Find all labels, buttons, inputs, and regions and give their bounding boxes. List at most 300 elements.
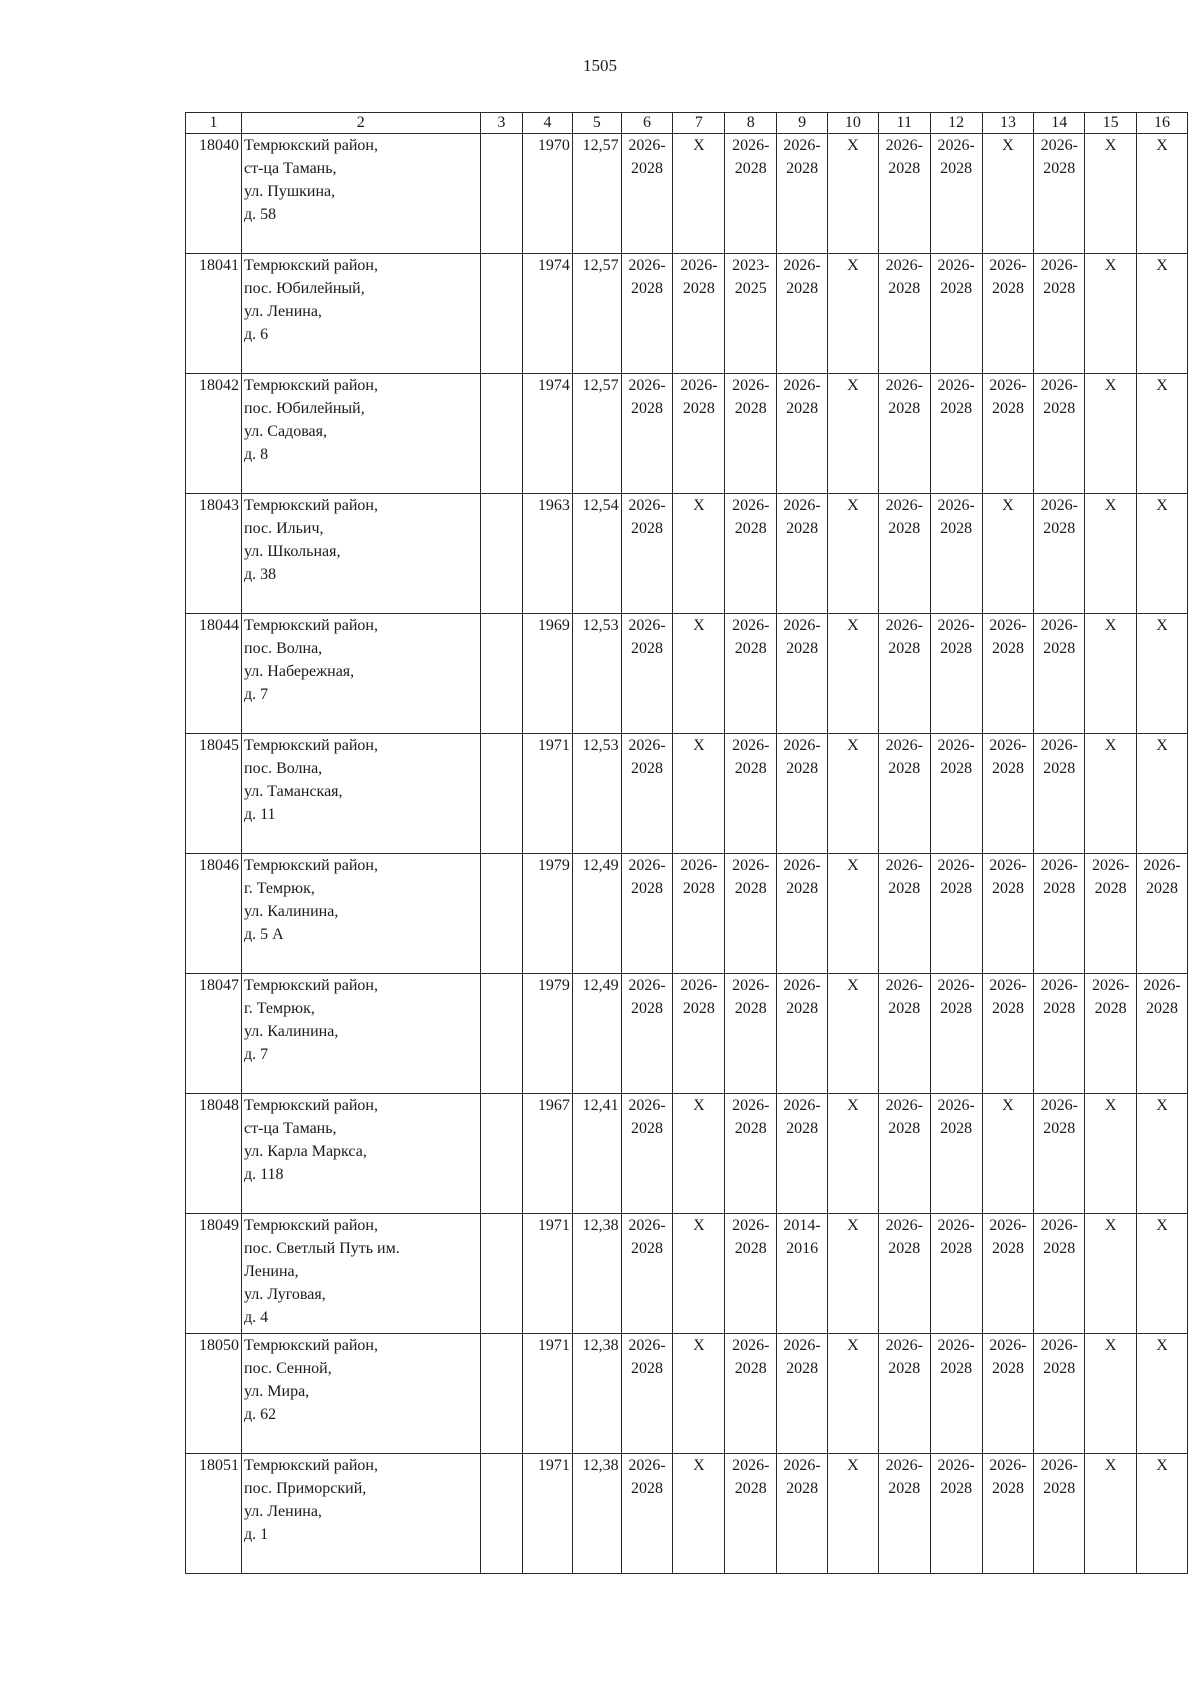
period-cell-col-8 [725,1094,777,1214]
year-cell: 1974 [523,374,573,494]
period-cell-col-14 [1034,1214,1085,1334]
period-value: 2026- [1040,137,1078,154]
period-cell-col-8 [725,854,777,974]
period-cell-col-13 [982,494,1034,614]
period-value: 2028 [734,520,767,537]
period-value: 2016 [786,1240,819,1257]
address-line: Темрюкский район, [244,617,378,634]
period-value: 2026- [628,1457,666,1474]
period-value: X [1156,497,1168,514]
address-line: Темрюкский район, [244,377,378,394]
period-value: X [1104,377,1117,394]
column-header-12: 12 [930,113,982,134]
period-value: 2026- [783,257,821,274]
period-value: 2026- [783,617,821,634]
period-value: 2026- [1143,857,1181,874]
address-line: Темрюкский район, [244,257,378,274]
period-value: 2028 [940,1480,973,1497]
period-value: X [693,1337,705,1354]
period-value: X [1104,1457,1117,1474]
period-value: 2026- [783,377,821,394]
period-value: 2026- [628,1217,666,1234]
address-line: д. 62 [244,1406,277,1423]
period-value: 2028 [940,1240,973,1257]
period-value: X [847,857,859,874]
period-cell-col-12 [930,1454,982,1574]
period-cell-col-10 [828,734,879,854]
period-value: 2026- [1040,737,1078,754]
period-value: 2026- [937,737,975,754]
period-value: 2028 [991,880,1024,897]
address-line: д. 11 [244,806,276,823]
period-value: 2026- [885,857,923,874]
period-value: 2014- [783,1217,821,1234]
period-value: 2026- [885,137,923,154]
period-value: 2028 [1043,400,1076,417]
period-value: X [847,737,859,754]
period-cell-col-12 [930,734,982,854]
year-cell: 1971 [523,1334,573,1454]
period-value: 2026- [989,857,1027,874]
period-value: 2028 [786,160,819,177]
period-value: 2026- [989,1457,1027,1474]
address-line: ул. Луговая, [244,1286,326,1303]
period-cell-col-6 [621,974,673,1094]
period-cell-col-6 [621,614,673,734]
period-value: 2028 [1146,880,1179,897]
period-cell-col-9 [777,854,828,974]
area-cell: 12,57 [572,134,621,254]
period-value: 2028 [734,1120,767,1137]
period-cell-col-11 [878,734,930,854]
period-cell-col-13 [982,734,1034,854]
column-header-3: 3 [480,113,523,134]
period-value: 2026- [1040,1337,1078,1354]
row-number: 18047 [186,974,242,1094]
column-3-cell [480,1094,523,1214]
period-cell-col-9 [777,134,828,254]
period-value: 2028 [991,640,1024,657]
period-value: X [1104,1097,1117,1114]
year-cell: 1971 [523,1214,573,1334]
period-cell-col-11 [878,1094,930,1214]
period-value: 2026- [989,617,1027,634]
period-value: 2026- [937,1457,975,1474]
period-cell-col-15 [1085,374,1137,494]
period-cell-col-12 [930,494,982,614]
period-value: 2026- [1091,857,1130,874]
period-value: 2028 [682,880,715,897]
period-cell-col-15 [1085,974,1137,1094]
area-cell: 12,53 [572,734,621,854]
period-value: 2026- [937,497,975,514]
period-cell-col-15 [1085,494,1137,614]
period-cell-col-6 [621,374,673,494]
period-cell-col-10 [828,1094,879,1214]
row-number: 18048 [186,1094,242,1214]
period-value: 2026- [989,377,1027,394]
year-cell: 1969 [523,614,573,734]
period-value: 2026- [783,737,821,754]
period-value: 2026- [937,1337,975,1354]
period-cell-col-7 [673,1454,725,1574]
period-cell-col-10 [828,1334,879,1454]
period-cell-col-9 [777,734,828,854]
address-line: ул. Пушкина, [244,183,336,200]
period-value: 2028 [786,1480,819,1497]
period-value: 2028 [786,1000,819,1017]
period-value: 2026- [732,497,770,514]
period-cell-col-16 [1137,494,1188,614]
period-value: 2026- [732,137,770,154]
period-cell-col-14 [1034,254,1085,374]
period-cell-col-10 [828,614,879,734]
column-header-14: 14 [1034,113,1085,134]
period-value: 2026- [1040,977,1078,994]
period-cell-col-12 [930,854,982,974]
period-value: 2028 [631,280,664,297]
period-value: 2026- [937,257,975,274]
period-cell-col-11 [878,974,930,1094]
period-cell-col-6 [621,1094,673,1214]
period-cell-col-8 [725,1214,777,1334]
period-value: 2028 [682,280,715,297]
period-cell-col-11 [878,1334,930,1454]
period-value: 2026- [732,617,770,634]
row-number: 18042 [186,374,242,494]
period-value: 2028 [631,640,664,657]
period-value: 2026- [628,257,666,274]
period-cell-col-14 [1034,974,1085,1094]
period-value: X [1002,137,1014,154]
period-value: 2028 [888,880,921,897]
period-value: 2028 [1043,760,1076,777]
period-value: 2028 [1043,1240,1076,1257]
period-value: 2026- [628,737,666,754]
row-number: 18050 [186,1334,242,1454]
period-cell-col-11 [878,494,930,614]
period-cell-col-8 [725,614,777,734]
period-value: 2028 [786,640,819,657]
period-cell-col-6 [621,254,673,374]
period-cell-col-15 [1085,1094,1137,1214]
period-value: 2028 [1094,1000,1127,1017]
period-value: 2028 [940,400,973,417]
period-value: 2028 [682,400,715,417]
address-line: Ленина, [244,1263,299,1280]
address-line: ул. Таманская, [244,783,343,800]
period-cell-col-14 [1034,374,1085,494]
period-cell-col-15 [1085,854,1137,974]
period-value: 2028 [888,1000,921,1017]
row-number: 18045 [186,734,242,854]
period-cell-col-6 [621,1334,673,1454]
period-cell-col-15 [1085,1454,1137,1574]
period-value: 2026- [885,257,923,274]
year-cell: 1971 [523,1454,573,1574]
period-value: 2028 [888,1240,921,1257]
period-value: 2026- [628,137,666,154]
period-cell-col-8 [725,1334,777,1454]
area-cell: 12,38 [572,1214,621,1334]
period-value: 2028 [888,1360,921,1377]
period-value: 2026- [732,977,770,994]
period-cell-col-7 [673,374,725,494]
period-cell-col-8 [725,374,777,494]
address-line: Темрюкский район, [244,977,378,994]
period-cell-col-8 [725,1454,777,1574]
period-value: 2028 [631,1000,664,1017]
period-value: X [1156,1217,1168,1234]
period-value: 2028 [888,760,921,777]
row-number: 18046 [186,854,242,974]
period-value: 2028 [940,1360,973,1377]
period-cell-col-12 [930,614,982,734]
period-value: 2028 [631,1480,664,1497]
period-cell-col-7 [673,614,725,734]
period-value: 2026- [885,1097,923,1114]
address-cell [242,134,481,254]
period-cell-col-14 [1034,614,1085,734]
period-value: 2028 [734,880,767,897]
period-value: 2028 [888,1120,921,1137]
address-line: ст-ца Тамань, [244,160,337,177]
period-cell-col-13 [982,134,1034,254]
period-value: 2028 [786,400,819,417]
area-cell: 12,38 [572,1454,621,1574]
period-cell-col-16 [1137,854,1188,974]
period-value: 2026- [628,617,666,634]
period-value: 2026- [628,497,666,514]
column-header-4: 4 [523,113,573,134]
area-cell: 12,53 [572,614,621,734]
period-cell-col-10 [828,974,879,1094]
period-value: X [1104,617,1117,634]
row-number: 18051 [186,1454,242,1574]
period-value: 2026- [937,617,975,634]
period-value: 2028 [631,160,664,177]
period-value: 2026- [885,1337,923,1354]
period-value: 2026- [732,737,770,754]
period-value: 2026- [885,377,923,394]
period-value: 2026- [732,1097,770,1114]
address-line: ул. Калинина, [244,903,339,920]
period-cell-col-10 [828,374,879,494]
period-value: X [693,1457,705,1474]
address-line: пос. Сенной, [244,1360,332,1377]
address-line: ул. Мира, [244,1383,310,1400]
period-value: X [1002,1097,1014,1114]
period-value: 2028 [940,880,973,897]
year-cell: 1967 [523,1094,573,1214]
period-value: 2028 [1094,880,1127,897]
period-value: 2028 [1146,1000,1179,1017]
period-value: 2028 [631,520,664,537]
period-value: X [693,737,705,754]
period-value: 2026- [989,977,1027,994]
period-cell-col-8 [725,494,777,614]
period-value: X [847,377,859,394]
period-value: 2026- [1040,857,1078,874]
period-value: 2028 [786,280,819,297]
period-cell-col-13 [982,1334,1034,1454]
address-line: Темрюкский район, [244,1457,378,1474]
period-cell-col-14 [1034,1334,1085,1454]
period-cell-col-9 [777,614,828,734]
table-row [186,1334,1188,1454]
address-line: пос. Юбилейный, [244,280,365,297]
period-value: 2026- [628,977,666,994]
table-row [186,734,1188,854]
period-cell-col-15 [1085,254,1137,374]
period-value: 2028 [631,400,664,417]
period-cell-col-14 [1034,1454,1085,1574]
period-value: 2026- [885,977,923,994]
period-value: 2026- [989,1217,1027,1234]
table-row [186,134,1188,254]
address-line: пос. Светлый Путь им. [244,1240,400,1257]
period-value: 2028 [1043,520,1076,537]
column-header-7: 7 [673,113,725,134]
period-cell-col-11 [878,374,930,494]
period-cell-col-7 [673,254,725,374]
period-cell-col-10 [828,1454,879,1574]
period-value: X [847,1097,859,1114]
period-value: X [693,1217,705,1234]
period-value: 2026- [937,1097,975,1114]
period-cell-col-15 [1085,134,1137,254]
period-cell-col-16 [1137,1334,1188,1454]
period-value: 2026- [885,737,923,754]
period-value: 2028 [734,1360,767,1377]
address-line: г. Темрюк, [244,880,315,897]
period-cell-col-10 [828,1214,879,1334]
area-cell: 12,54 [572,494,621,614]
row-number: 18044 [186,614,242,734]
period-value: 2028 [940,760,973,777]
period-cell-col-15 [1085,734,1137,854]
period-value: X [1104,737,1117,754]
address-cell [242,1334,481,1454]
period-value: 2028 [631,1120,664,1137]
period-cell-col-15 [1085,1214,1137,1334]
period-value: X [1156,1457,1168,1474]
period-value: 2028 [631,880,664,897]
year-cell: 1970 [523,134,573,254]
period-cell-col-12 [930,1334,982,1454]
period-cell-col-14 [1034,134,1085,254]
period-value: 2028 [734,1240,767,1257]
column-header-16: 16 [1137,113,1188,134]
period-value: X [693,497,705,514]
period-value: X [847,1457,859,1474]
address-cell [242,494,481,614]
row-number: 18049 [186,1214,242,1334]
period-cell-col-12 [930,374,982,494]
period-value: 2028 [734,400,767,417]
period-cell-col-6 [621,134,673,254]
period-cell-col-9 [777,254,828,374]
period-value: 2028 [1043,1120,1076,1137]
period-value: 2028 [1043,280,1076,297]
period-cell-col-9 [777,1214,828,1334]
period-value: X [1156,1337,1168,1354]
column-3-cell [480,134,523,254]
period-cell-col-6 [621,494,673,614]
period-cell-col-16 [1137,1094,1188,1214]
period-value: 2026- [732,1337,770,1354]
period-cell-col-12 [930,134,982,254]
row-number: 18041 [186,254,242,374]
period-cell-col-12 [930,1214,982,1334]
column-3-cell [480,614,523,734]
table-row [186,974,1188,1094]
address-line: ул. Школьная, [244,543,341,560]
period-value: 2028 [991,400,1024,417]
column-header-15: 15 [1085,113,1137,134]
period-value: X [1104,257,1117,274]
period-value: X [1002,497,1014,514]
table-row [186,1214,1188,1334]
address-line: д. 7 [244,686,269,703]
period-value: 2028 [991,1480,1024,1497]
period-value: 2026- [1091,977,1130,994]
area-cell: 12,49 [572,974,621,1094]
year-cell: 1979 [523,854,573,974]
period-value: 2026- [783,497,821,514]
area-cell: 12,41 [572,1094,621,1214]
period-value: 2026- [937,137,975,154]
address-line: Темрюкский район, [244,497,378,514]
period-cell-col-11 [878,134,930,254]
period-value: 2028 [786,880,819,897]
period-value: X [847,977,859,994]
period-value: X [693,137,705,154]
period-cell-col-13 [982,614,1034,734]
address-line: д. 4 [244,1309,269,1326]
period-value: 2026- [732,857,770,874]
address-cell [242,974,481,1094]
period-value: 2026- [783,1337,821,1354]
period-value: 2026- [732,1457,770,1474]
period-value: X [847,1217,859,1234]
period-value: 2023- [732,257,770,274]
period-cell-col-6 [621,734,673,854]
period-value: 2026- [937,377,975,394]
period-value: 2026- [680,377,718,394]
period-value: 2026- [1143,977,1181,994]
period-value: 2028 [888,400,921,417]
address-line: Темрюкский район, [244,857,378,874]
period-cell-col-11 [878,1214,930,1334]
address-line: Темрюкский район, [244,1097,378,1114]
period-value: 2028 [631,1240,664,1257]
period-value: 2026- [1040,1097,1078,1114]
period-value: 2028 [888,280,921,297]
column-3-cell [480,1214,523,1334]
address-line: ул. Калинина, [244,1023,339,1040]
period-value: 2026- [628,857,666,874]
period-value: 2028 [734,760,767,777]
period-cell-col-11 [878,614,930,734]
period-cell-col-13 [982,374,1034,494]
period-cell-col-8 [725,254,777,374]
period-cell-col-7 [673,1214,725,1334]
address-cell [242,1214,481,1334]
period-value: 2025 [734,280,767,297]
period-cell-col-9 [777,374,828,494]
address-line: пос. Юбилейный, [244,400,365,417]
